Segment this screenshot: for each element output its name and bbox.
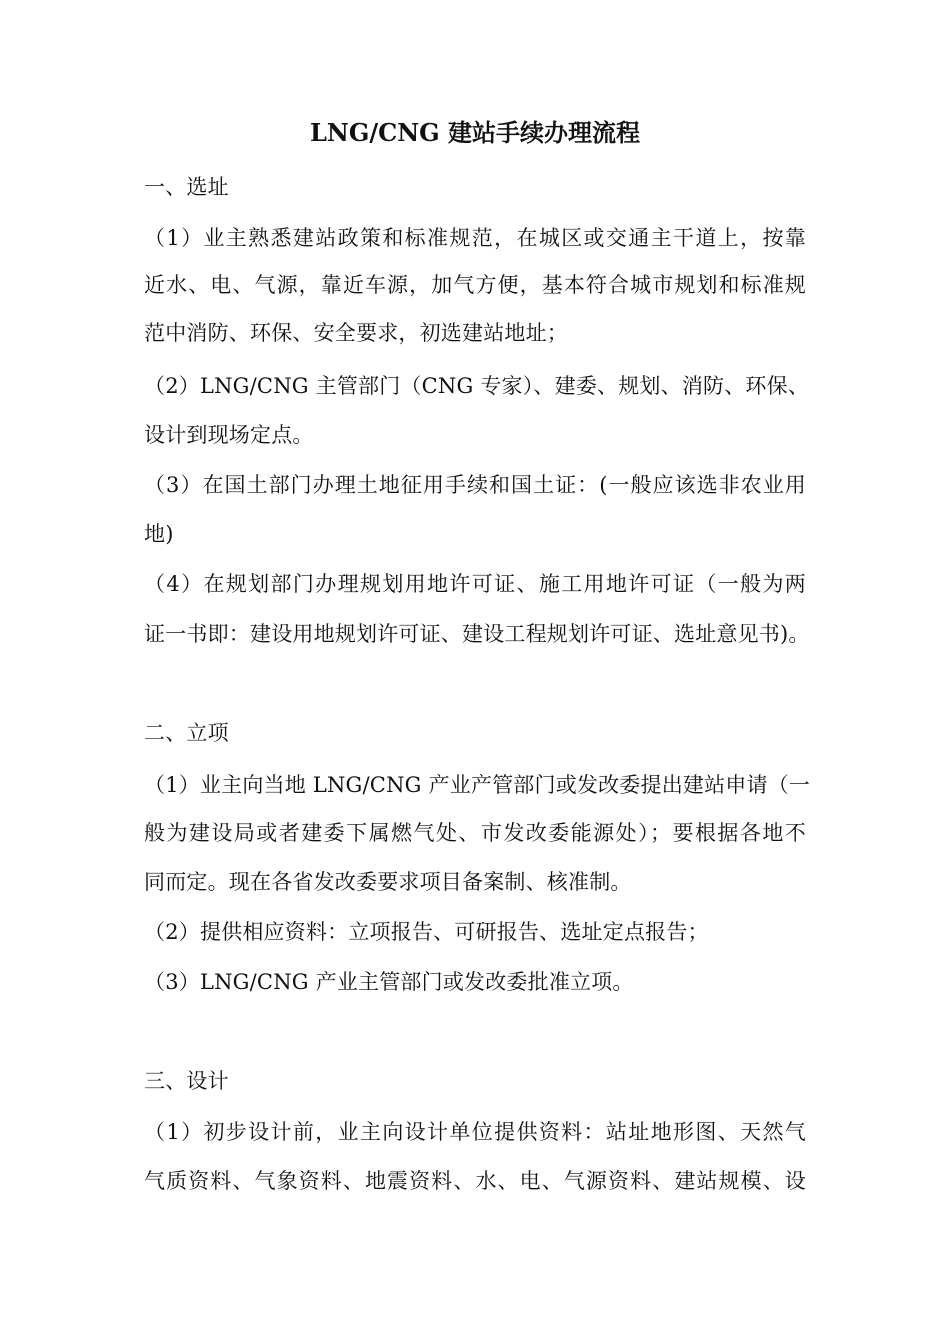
paragraph-line: 设计到现场定点。 bbox=[144, 423, 314, 447]
paragraph-line: 近水、电、气源，靠近车源，加气方便，基本符合城市规划和标准规 bbox=[144, 273, 806, 297]
paragraph-line: （3）在国土部门办理土地征用手续和国土证：(一般应该选非农业用 bbox=[144, 473, 806, 497]
paragraph-line: 范中消防、环保、安全要求，初选建站地址； bbox=[144, 321, 568, 345]
paragraph-line: 地) bbox=[144, 522, 174, 546]
paragraph-line: （1）业主向当地 LNG/CNG 产业产管部门或发改委提出建站申请（一 bbox=[144, 773, 811, 797]
section-heading-site-selection: 一、选址 bbox=[144, 175, 229, 199]
paragraph-line: （4）在规划部门办理规划用地许可证、施工用地许可证（一般为两 bbox=[144, 572, 806, 596]
paragraph-line: 证一书即：建设用地规划许可证、建设工程规划许可证、选址意见书)。 bbox=[144, 622, 810, 646]
paragraph-line: （3）LNG/CNG 产业主管部门或发改委批准立项。 bbox=[144, 970, 634, 994]
paragraph-line: （1）业主熟悉建站政策和标准规范，在城区或交通主干道上，按靠 bbox=[144, 226, 806, 250]
paragraph-line: 气质资料、气象资料、地震资料、水、电、气源资料、建站规模、设 bbox=[144, 1169, 806, 1193]
paragraph-line: （2）LNG/CNG 主管部门（CNG 专家）、建委、规划、消防、环保、 bbox=[144, 374, 810, 398]
paragraph-line: （1）初步设计前，业主向设计单位提供资料：站址地形图、天然气 bbox=[144, 1120, 806, 1144]
paragraph-line: 般为建设局或者建委下属燃气处、市发改委能源处）；要根据各地不 bbox=[144, 821, 806, 845]
paragraph-line: 同而定。现在各省发改委要求项目备案制、核准制。 bbox=[144, 870, 632, 894]
paragraph-line: （2）提供相应资料：立项报告、可研报告、选址定点报告； bbox=[144, 920, 709, 944]
section-heading-project-approval: 二、立项 bbox=[144, 721, 229, 745]
section-heading-design: 三、设计 bbox=[144, 1069, 229, 1093]
document-title: LNG/CNG 建站手续办理流程 bbox=[310, 118, 640, 147]
